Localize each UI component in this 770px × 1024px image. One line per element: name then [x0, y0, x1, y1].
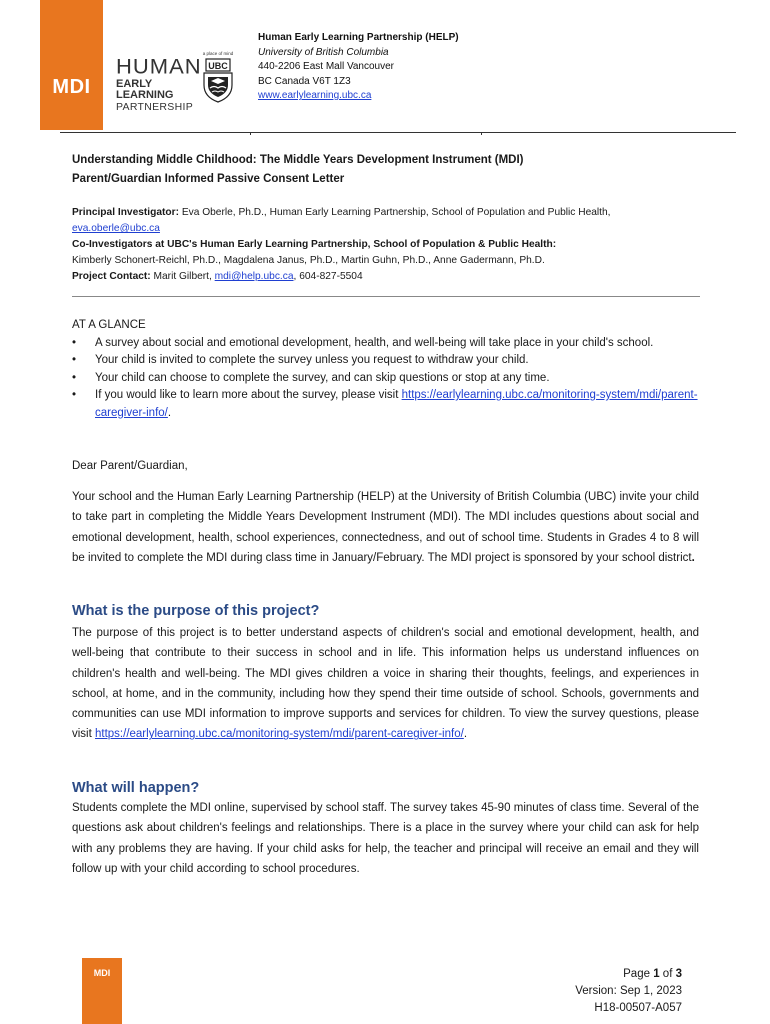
header-divider [60, 132, 736, 133]
survey-questions-link[interactable]: https://earlylearning.ubc.ca/monitoring-system/mdi/parent-caregiver-info/ [95, 728, 464, 741]
happen-heading: What will happen? [72, 780, 200, 796]
page-total: 3 [675, 968, 682, 980]
glance-item: • Your child can choose to complete the survey, and can skip questions or stop at any time. [72, 370, 702, 388]
ubc-logo [200, 52, 236, 104]
intro-end: . [691, 551, 695, 564]
glance-heading: AT A GLANCE [72, 319, 146, 331]
parent-info-link[interactable]: https://earlylearning.ubc.ca/monitoring-system/mdi/parent-caregiver-info/ [95, 389, 698, 419]
purpose-paragraph [72, 623, 699, 745]
title-line-1: Understanding Middle Childhood: The Middle Years Development Instrument (MDI) [72, 154, 524, 166]
header-divider-tick [481, 132, 482, 135]
glance-item: • Your child is invited to complete the survey unless you request to withdraw your child. [72, 352, 702, 370]
help-address [258, 31, 459, 104]
contact-label: Project Contact: [72, 271, 151, 282]
section-divider [72, 296, 700, 297]
pi-text: Eva Oberle, Ph.D., Human Early Learning Partnership, School of Population and Public Health, [179, 207, 611, 218]
org-street: 440-2206 East Mall Vancouver [258, 61, 395, 72]
at-a-glance [72, 317, 702, 422]
help-logo [116, 54, 202, 113]
coi-label: Co-Investigators at UBC's Human Early Learning Partnership, School of Population & Public Health: [72, 239, 557, 250]
page-label: Page [623, 968, 654, 980]
title-line-2: Parent/Guardian Informed Passive Consent Letter [72, 173, 345, 185]
glance-list [72, 335, 702, 423]
coi-text: Kimberly Schonert-Reichl, Ph.D., Magdalena Janus, Ph.D., Martin Guhn, Ph.D., Anne Gadermann, Ph.D. [72, 255, 545, 266]
glance-item [72, 387, 702, 422]
glance-item: • A survey about social and emotional development, health, and well-being will take place in your child's school. [72, 335, 702, 353]
mdi-logo [40, 0, 103, 130]
contact-email-link[interactable]: mdi@help.ubc.ca [214, 271, 294, 282]
investigators-block [72, 205, 702, 285]
version-date: Version: Sep 1, 2023 [575, 985, 682, 997]
page-current: 1 [653, 968, 660, 980]
glance-item-text: If you would like to learn more about the survey, please visit [95, 389, 402, 401]
pi-label: Principal Investigator: [72, 207, 179, 218]
glance-item-end: . [167, 406, 172, 419]
org-institution: University of British Columbia [258, 46, 389, 58]
help-logo-line1: HUMAN [116, 54, 202, 79]
purpose-text: The purpose of this project is to better understand aspects of children's social and emotional development, health, and well-being that contribute to their success in school and in life. This information helps us understand influences on children's health and well-being. The MDI gives children a voice in sharing their thoughts, feelings, and experiences in school, at home, and in the community, including how they spend their time outside of school. Schools, governments and communities can use MDI information to improve supports and services for children. To view the survey questions, please visit [72, 627, 699, 741]
org-city: BC Canada V6T 1Z3 [258, 75, 351, 87]
mdi-logo-text: MDI [52, 76, 91, 98]
footer-mdi-logo [82, 958, 122, 1024]
contact-name: Marit Gilbert, [150, 271, 215, 282]
help-logo-line3: PARTNERSHIP [116, 101, 194, 113]
ubc-logo-caption: a place of mind [202, 51, 234, 56]
org-name: Human Early Learning Partnership (HELP) [258, 32, 459, 43]
footer-mdi-text: MDI [93, 968, 111, 978]
contact-phone: , 604-827-5504 [293, 271, 363, 282]
page-number [575, 966, 682, 983]
ubc-logo-text: UBC [208, 60, 228, 71]
page-of: of [659, 968, 676, 980]
purpose-end: . [463, 728, 468, 741]
intro-paragraph [72, 487, 699, 568]
footer-info [575, 966, 682, 1017]
document-code: H18-00507-A057 [594, 1002, 682, 1014]
org-website-link[interactable]: www.earlylearning.ubc.ca [258, 90, 372, 101]
document-title [72, 151, 702, 189]
happen-paragraph: Students complete the MDI online, supervised by school staff. The survey takes 45-90 minutes of class time. Several of the questions ask about children's feelings and relationships. There is a place in the survey where your child can ask for help with any problems they are having. If your child asks for help, the teacher and principal will receive an email and they will follow up with your child according to school procedures. [72, 802, 699, 875]
salutation: Dear Parent/Guardian, [72, 460, 188, 472]
pi-email-link[interactable]: eva.oberle@ubc.ca [72, 223, 160, 234]
intro-text: Your school and the Human Early Learning Partnership (HELP) at the University of British Columbia (UBC) invite your child to take part in completing the Middle Years Development Instrument (MDI). The MDI includes questions about social and emotional development, health, school experiences, connectedness, and out of school time. Students in Grades 4 to 8 will be invited to complete the MDI during class time in January/February. The MDI project is sponsored by your school district [72, 491, 699, 564]
help-logo-line2: EARLY LEARNING [116, 78, 174, 101]
purpose-heading: What is the purpose of this project? [72, 603, 320, 619]
ubc-crest-icon [200, 57, 236, 103]
header-divider-tick [250, 132, 251, 135]
